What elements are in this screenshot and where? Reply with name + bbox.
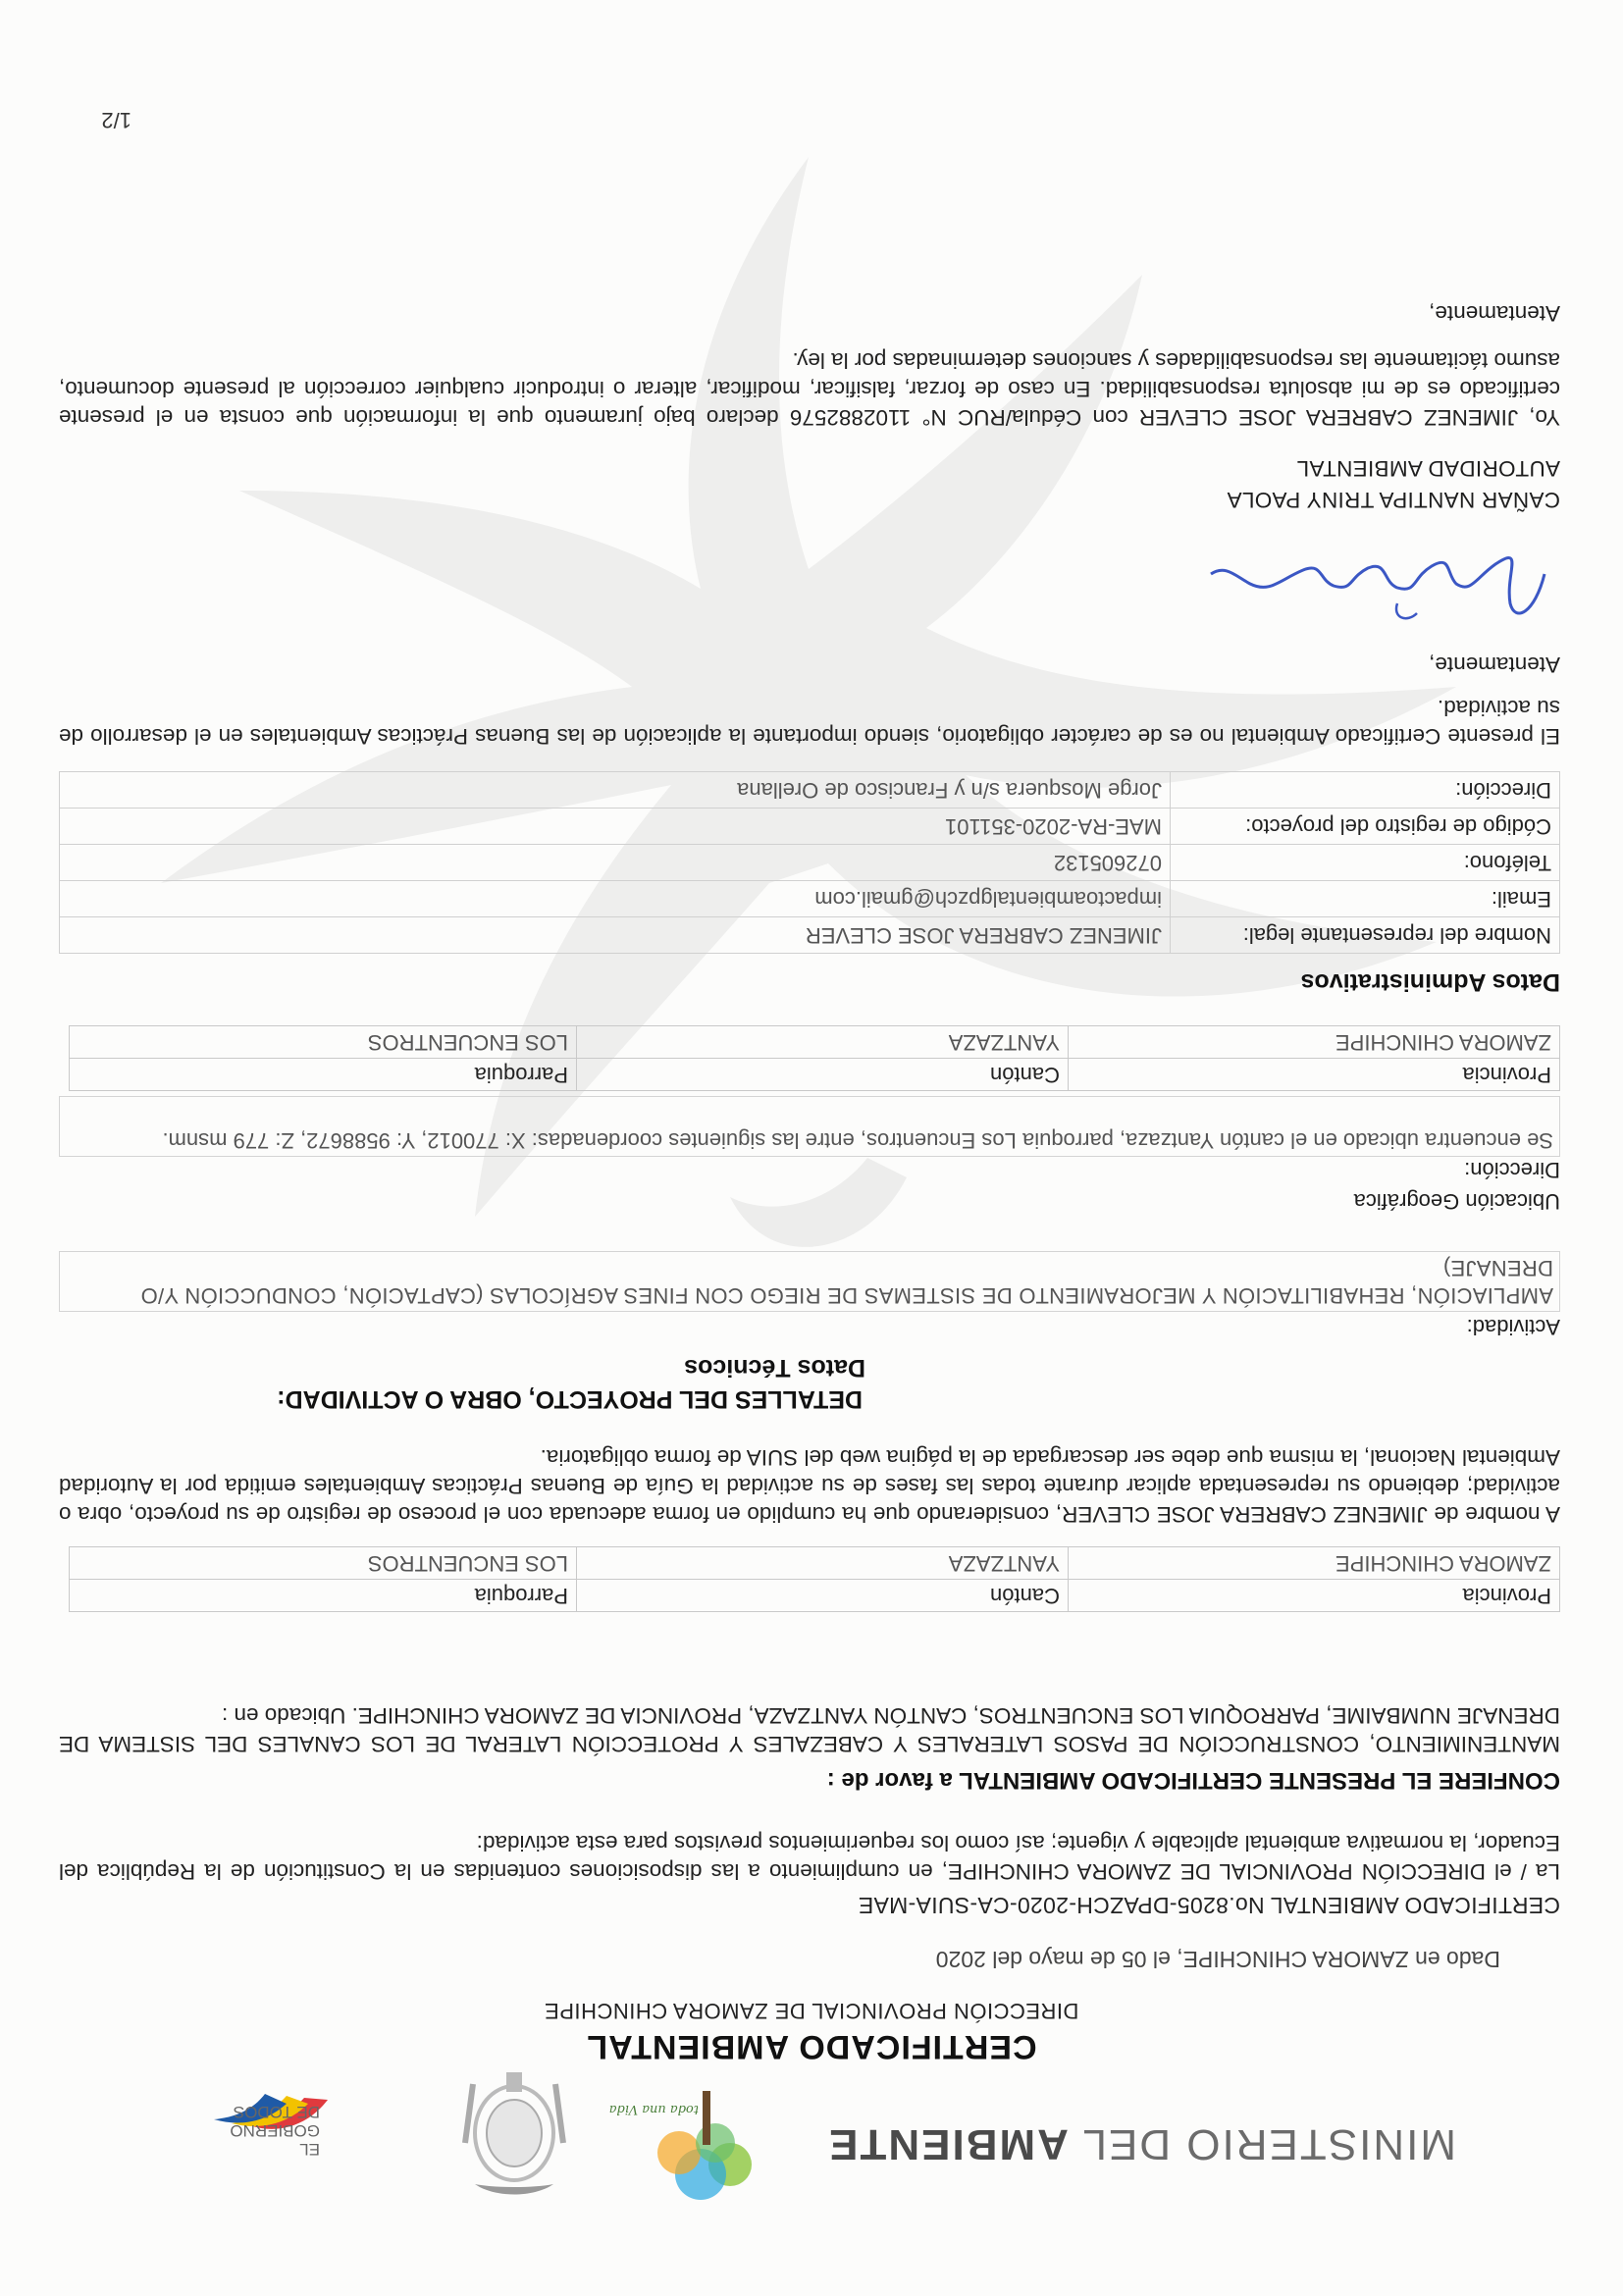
document-title: CERTIFICADO AMBIENTAL bbox=[586, 2028, 1037, 2065]
oath-paragraph: Yo, JIMENEZ CABRERA JOSE CLEVER con Cédula/RUC N° 1102882576 declaro bajo juramento que la información que consta en el presente certificado es de mi absoluta responsabilidad. En caso de forzar, falsificar, modificar, alterar o introducir cualquier corrección al presente documento, asumo tácitamente las responsabilidades y sanciones determinadas por la ley. bbox=[59, 348, 1560, 430]
letterhead bbox=[48, 2064, 1564, 2212]
administrative-data-heading: Datos Administrativos bbox=[1300, 968, 1560, 996]
geographic-location-label: Ubicación Geográfica bbox=[1353, 1189, 1560, 1214]
practices-paragraph: El presente Certificado Ambiental no es de carácter obligatorio, siendo importante la aplicación de las Buenas Prácticas Ambientales en el desarrollo de su actividad. bbox=[59, 696, 1560, 749]
address-label: Dirección: bbox=[1464, 1158, 1560, 1182]
admin-label: Nombre del representante legal: bbox=[1171, 917, 1560, 954]
location2-value-canton: YANTZAZA bbox=[577, 1026, 1069, 1059]
location-value-canton: YANTZAZA bbox=[577, 1547, 1069, 1580]
mandate-paragraph: A nombre de JIMENEZ CABRERA JOSE CLEVER, considerando que ha cumplido en forma adecuada con el proceso de registro de su proyecto, obra o actividad; debiendo su representada aplicar durante todas las fases de su actividad la Guía de Buenas Prácticas Ambientales emitida por la Autoridad Ambiental Nacional, la misma que debe ser descargada de la página web del SUIA de forma obligatoria. bbox=[59, 1445, 1560, 1527]
location-header-provincia: Provincia bbox=[1069, 1580, 1560, 1612]
location2-header-parroquia: Parroquia bbox=[70, 1059, 577, 1091]
ministry-name: MINISTERIO DEL AMBIENTE bbox=[827, 2120, 1456, 2168]
admin-label: Código de registro del proyecto: bbox=[1171, 809, 1560, 845]
activity-value: AMPLIACIÓN, REHABILITACIÓN Y MEJORAMIENTO DE SISTEMAS DE RIEGO CON FINES AGRÍCOLAS (CAPTACIÓN, CONDUCCIÓN Y/O DRENAJE) bbox=[59, 1251, 1560, 1312]
address-value: Se encuentra ubicado en el cantón Yantzaza, parroquia Los Encuentros, entre las siguientes coordenadas: X: 770012, Y: 9588672, Z: 779 msnm. bbox=[59, 1096, 1560, 1157]
admin-label: Dirección: bbox=[1171, 772, 1560, 809]
location-table bbox=[69, 1546, 1560, 1612]
admin-row bbox=[60, 845, 1560, 881]
gobierno-de-todos-text: EL GOBIERNO DE TODOS bbox=[230, 2103, 320, 2159]
page-number: 1/2 bbox=[101, 108, 131, 132]
location-value-parroquia: LOS ENCUENTROS bbox=[70, 1547, 577, 1580]
intro-paragraph: La / el DIRECCIÓN PROVINCIAL DE ZAMORA CHINCHIPE, en cumplimiento a las disposiciones contenidas en la Constitución de la República del Ecuador, la normativa ambiental aplicable y vigente; así como los requerimientos previstos para esta actividad: bbox=[59, 1831, 1560, 1884]
issue-date-line: Dado en ZAMORA CHINCHIPE, el 05 de mayo del 2020 bbox=[935, 1947, 1500, 1972]
signer-name: CAÑAR NANTIPA TRINY PAOLA bbox=[1227, 488, 1560, 512]
admin-label: Email: bbox=[1171, 881, 1560, 917]
location-value-provincia: ZAMORA CHINCHIPE bbox=[1069, 1547, 1560, 1580]
admin-row bbox=[60, 881, 1560, 917]
technical-data-heading: Datos Técnicos bbox=[684, 1354, 865, 1382]
admin-value: 072605132 bbox=[60, 845, 1171, 881]
location2-value-provincia: ZAMORA CHINCHIPE bbox=[1069, 1026, 1560, 1059]
closing-atentamente: Atentamente, bbox=[1429, 652, 1560, 677]
administrative-data-table bbox=[59, 771, 1560, 954]
closing-atentamente-2: Atentamente, bbox=[1429, 301, 1560, 326]
admin-value: MAE-RA-2020-351101 bbox=[60, 809, 1171, 845]
details-heading: DETALLES DEL PROYECTO, OBRA O ACTIVIDAD: bbox=[277, 1385, 863, 1413]
location2-value-parroquia: LOS ENCUENTROS bbox=[70, 1026, 577, 1059]
handwritten-signature bbox=[1191, 525, 1564, 643]
admin-row bbox=[60, 772, 1560, 809]
document-subtitle: DIRECCIÓN PROVINCIAL DE ZAMORA CHINCHIPE bbox=[544, 1999, 1079, 2023]
location-table-2 bbox=[69, 1025, 1560, 1091]
location-header-canton: Cantón bbox=[577, 1580, 1069, 1612]
location-header-parroquia: Parroquia bbox=[70, 1580, 577, 1612]
location2-header-canton: Cantón bbox=[577, 1059, 1069, 1091]
toda-una-vida-tree-logo bbox=[608, 2076, 759, 2204]
tree-logo-text: toda una Vida bbox=[608, 2102, 699, 2116]
certificate-number: CERTIFICADO AMBIENTAL No.8205-DPAZCH-2020-CA-SUIA-MAE bbox=[858, 1893, 1560, 1918]
ecuador-coat-of-arms bbox=[455, 2069, 573, 2202]
project-description: MANTENIMIENTO, CONSTRUCCIÓN DE PASOS LATERALES Y CABEZALES Y PROTECCIÓN LATERAL DE LOS CANALES DEL SISTEMA DE DRENAJE NUMBAIME, PARROQUIA LOS ENCUENTROS, CANTÓN YANTZAZA, PROVINCIA DE ZAMORA CHINCHIPE. Ubicado en : bbox=[59, 1703, 1560, 1756]
admin-value: impactoambientalgpzch@gmail.com bbox=[60, 881, 1171, 917]
admin-row bbox=[60, 917, 1560, 954]
admin-row bbox=[60, 809, 1560, 845]
signer-role: AUTORIDAD AMBIENTAL bbox=[1296, 456, 1560, 481]
location2-header-provincia: Provincia bbox=[1069, 1059, 1560, 1091]
confiere-heading: CONFIERE EL PRESENTE CERTIFICADO AMBIENTAL a favor de : bbox=[826, 1767, 1560, 1794]
admin-value: JIMENEZ CABRERA JOSE CLEVER bbox=[60, 917, 1171, 954]
admin-value: Jorge Mosquera s/n y Francisco de Orellana bbox=[60, 772, 1171, 809]
activity-label: Actividad: bbox=[1466, 1315, 1560, 1339]
admin-label: Teléfono: bbox=[1171, 845, 1560, 881]
